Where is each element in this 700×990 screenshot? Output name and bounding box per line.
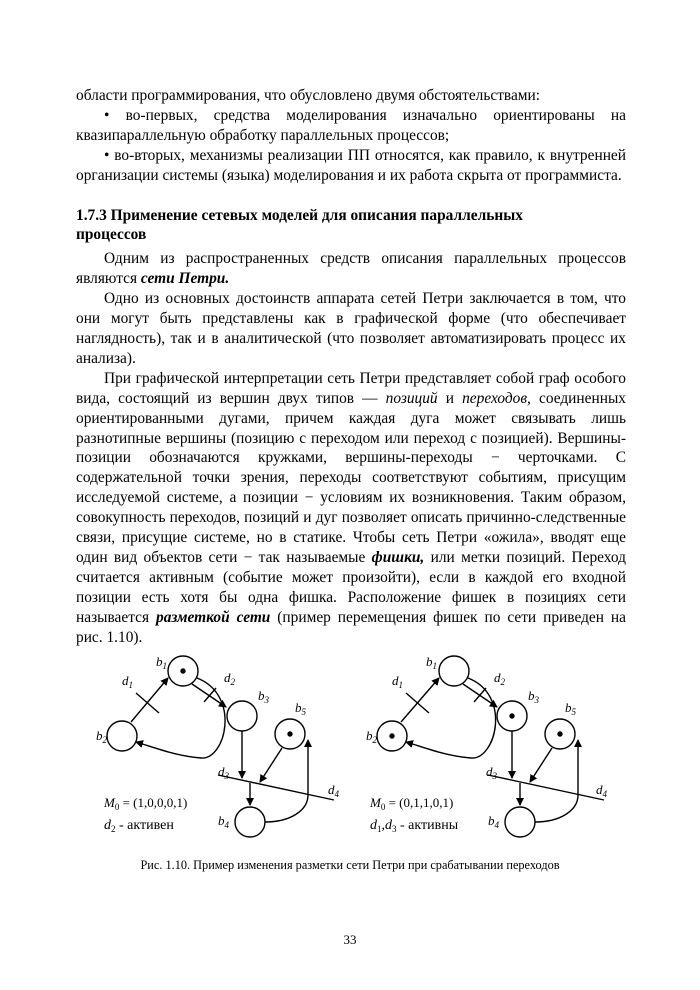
page-body — [76, 86, 626, 647]
arc-b4-return — [265, 740, 308, 822]
graphic-text-5: (пример перемещения фишек по сети приведен на рис. 1.10). — [76, 608, 626, 646]
svg-text:d4: $d_4$ — [596, 782, 607, 799]
marking-right: $M_0 = (0,1,1,0,1)$ — [370, 795, 454, 812]
svg-text:d1: $d_1$ — [122, 673, 133, 690]
paragraph-graphic — [76, 369, 626, 648]
svg-text:b1: $b_1$ — [426, 654, 437, 671]
svg-text:d2: $d_2$ — [494, 670, 505, 687]
paragraph-advantages: Одно из основных достоинств аппарата сетей Петри заключается в том, что они могут быть представлены как в графической форме (что обеспечивает наглядность), так и в аналитической (что позволяет автоматизировать процесс их анализа). — [76, 290, 626, 367]
position-b2 — [107, 721, 137, 751]
page-number: 33 — [343, 932, 357, 947]
svg-text:b2: $b_2$ — [366, 728, 377, 745]
token-b5 — [288, 732, 292, 736]
svg-text:b2: $b_2$ — [96, 728, 107, 745]
transition-d2-r — [474, 688, 486, 702]
term-petri-nets: сети Петри. — [140, 270, 230, 288]
bullet-first: • во-первых, средства моделирования изначально ориентированы на квазипараллельную обработку параллельных процессов; — [76, 106, 626, 144]
svg-text:d3: $d_3$ — [486, 764, 497, 781]
term-marking: разметкой сети — [156, 608, 271, 626]
svg-text:d2: $d_2$ — [224, 670, 235, 687]
position-b4-r — [505, 807, 535, 837]
svg-text:b4: $b_4$ — [488, 813, 499, 830]
arc-b2-d1-b1 — [131, 678, 168, 722]
paragraph-intro: области программирования, что обусловлено двумя обстоятельствами: — [76, 87, 541, 104]
svg-text:b4: $b_4$ — [218, 813, 229, 830]
svg-text:b5: $b_5$ — [565, 700, 576, 717]
arc-return-b2-r — [406, 678, 496, 758]
paragraph-petri-intro — [76, 249, 626, 289]
graphic-text-2: и — [437, 389, 463, 407]
arc-b4-return-r — [535, 740, 578, 822]
token-b1 — [181, 669, 185, 673]
position-b1-r — [439, 656, 469, 686]
graphic-text-4: или метки позиций. Переход считается активным (событие может произойти), если в каждой его входной позиции есть хотя бы одна фишка. Расположение фишек в позициях сети называется — [76, 548, 626, 626]
bullet-second: • во-вторых, механизмы реализации ПП относятся, как правило, к внутренней организации системы (языка) моделирования и их работа скрыта от программиста. — [76, 146, 626, 184]
svg-text:b5: $b_5$ — [295, 700, 306, 717]
active-right: $d_1,d_3$ - активны — [370, 818, 459, 834]
arc-b5-d3-r — [530, 748, 552, 782]
graphic-text-1: При графической интерпретации сеть Петри представляет собой граф особого вида, состоящий из вершин двух типов — — [76, 369, 626, 407]
token-b2-r — [390, 734, 394, 738]
transition-d3-d4 — [218, 775, 334, 800]
transition-d3-d4-r — [488, 775, 604, 800]
svg-text:d4: $d_4$ — [328, 782, 339, 799]
arc-return-b2 — [136, 678, 225, 758]
graphic-text-3: соединенных ориентированными дугами, причем каждая дуга может связывать лишь разнотипные вершины (позицию с переходом или переход с позицией). Вершины-позиции обозначаются кружками, вершины-переходы − черточками. С содержательной точки зрения, переходы соответствуют событиям, присущим исследуемой системе, а позиции − условиям их возникновения. Таким образом, совокупность переходов, позиций и дуг позволяет описать причинно-следственные связи, присущие системе, но в статике. Чтобы сеть Петри «ожила», вводят еще один вид объектов сети − так называемые — [76, 389, 626, 566]
section-heading: 1.7.3 Применение сетевых моделей для описания параллельных процессов — [76, 206, 523, 244]
active-left: $d_2$ - активен — [104, 818, 174, 834]
svg-text:b1: $b_1$ — [156, 654, 167, 671]
arc-b2-d1-b1-r — [401, 678, 439, 722]
position-b4 — [235, 807, 265, 837]
term-transitions: переходов, — [462, 389, 531, 407]
token-b5-r — [558, 732, 562, 736]
svg-text:b3: $b_3$ — [528, 688, 539, 705]
svg-text:d1: $d_1$ — [392, 673, 403, 690]
term-positions: позиций — [385, 389, 438, 407]
token-b3-r — [510, 714, 514, 718]
position-b3 — [227, 701, 257, 731]
svg-text:d3: $d_3$ — [218, 764, 229, 781]
figure-caption: Рис. 1.10. Пример изменения разметки сети Петри при срабатывании переходов — [140, 858, 560, 872]
marking-left: $M_0 = (1,0,0,0,1)$ — [104, 795, 188, 812]
paragraph-petri-intro-text: Одним из распространенных средств описания параллельных процессов являются — [76, 250, 626, 288]
arc-b5-d3 — [260, 748, 282, 782]
petri-net-figure — [76, 650, 636, 850]
svg-text:b3: $b_3$ — [258, 688, 269, 705]
term-tokens: фишки, — [371, 548, 425, 566]
